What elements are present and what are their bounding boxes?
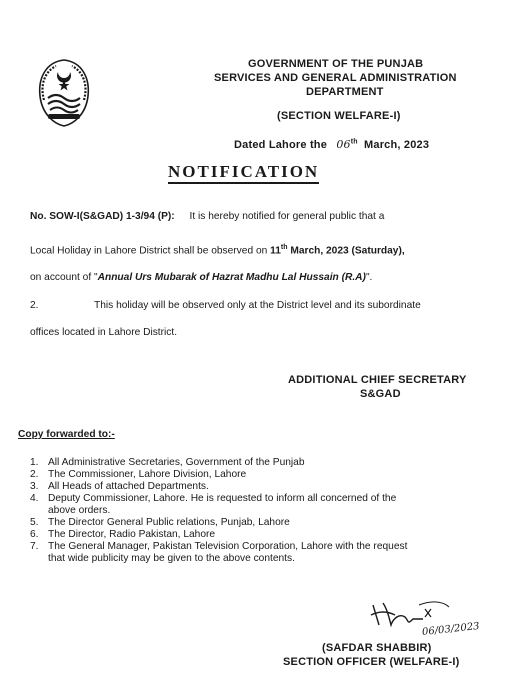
handwritten-date: 06/03/2023 xyxy=(421,621,481,638)
list-item-continuation xyxy=(30,505,407,517)
para1-line1 xyxy=(30,210,384,224)
para1-line3-prefix: on account of " xyxy=(30,272,98,283)
list-item-text: The Commissioner, Lahore Division, Lahore xyxy=(48,469,247,480)
list-item xyxy=(30,481,407,493)
occasion-name: Annual Urs Mubarak of Hazrat Madhu Lal Hussain (R.A) xyxy=(97,272,366,283)
list-item-text: that wide publicity may be given to the above contents. xyxy=(48,553,295,564)
list-item xyxy=(30,457,407,469)
holiday-date-day: 11 xyxy=(270,245,281,257)
dated-prefix: Dated Lahore the xyxy=(234,139,328,151)
list-item xyxy=(30,517,407,529)
page-title: NOTIFICATION xyxy=(168,162,319,184)
para1-line2-text: Local Holiday in Lahore District shall be observed on xyxy=(30,245,271,257)
holiday-date-suffix: th xyxy=(280,244,288,251)
para1-line2 xyxy=(30,241,405,258)
list-item-number: 5. xyxy=(30,517,39,528)
dated-handwritten-day: 06 xyxy=(336,138,351,151)
list-item-text: The Director General Public relations, Punjab, Lahore xyxy=(48,517,290,528)
dated-month-year: March, 2023 xyxy=(364,139,430,151)
signatory-title: ADDITIONAL CHIEF SECRETARY xyxy=(288,374,467,386)
list-item-text: above orders. xyxy=(48,505,111,516)
copy-forwarded-heading: Copy forwarded to:- xyxy=(18,429,115,440)
para2-line1: This holiday will be observed only at the District level and its subordinate xyxy=(94,300,421,311)
list-item-text: The General Manager, Pakistan Television Corporation, Lahore with the request xyxy=(48,541,408,552)
para1-line3 xyxy=(30,271,372,285)
copy-forwarded-list xyxy=(30,457,407,565)
signatory-designation: SECTION OFFICER (WELFARE-I) xyxy=(283,656,460,668)
list-item-number: 7. xyxy=(30,541,39,552)
list-item-number: 2. xyxy=(30,469,39,480)
list-item xyxy=(30,493,407,505)
para1-line3-suffix: ". xyxy=(365,272,373,283)
para2-line2: offices located in Lahore District. xyxy=(30,327,178,338)
list-item-text: All Administrative Secretaries, Government of the Punjab xyxy=(48,457,305,468)
list-item xyxy=(30,469,407,481)
punjab-government-emblem-icon xyxy=(34,56,94,128)
list-item-number: 3. xyxy=(30,481,39,492)
list-item xyxy=(30,529,407,541)
para1-text-a: It is hereby notified for general public that a xyxy=(189,211,385,222)
signatory-department: S&GAD xyxy=(360,388,401,400)
reference-number: No. SOW-I(S&GAD) 1-3/94 (P): xyxy=(30,211,175,222)
para2-number: 2. xyxy=(30,300,39,311)
dated-line xyxy=(234,138,429,151)
header-line-government: GOVERNMENT OF THE PUNJAB xyxy=(248,58,424,70)
list-item-number: 6. xyxy=(30,529,39,540)
list-item-text: Deputy Commissioner, Lahore. He is requested to inform all concerned of the xyxy=(48,493,397,504)
list-item-continuation xyxy=(30,553,407,565)
section-label: (SECTION WELFARE-I) xyxy=(277,110,401,122)
dated-day-suffix: th xyxy=(350,138,358,146)
holiday-date-rest: March, 2023 (Saturday), xyxy=(287,245,405,257)
list-item-number: 1. xyxy=(30,457,39,468)
list-item-text: The Director, Radio Pakistan, Lahore xyxy=(48,529,216,540)
list-item-text: All Heads of attached Departments. xyxy=(48,481,209,492)
signatory-name: (SAFDAR SHABBIR) xyxy=(322,642,432,654)
header-line-department-cont: DEPARTMENT xyxy=(306,86,384,98)
list-item-number: 4. xyxy=(30,493,39,504)
header-line-department: SERVICES AND GENERAL ADMINISTRATION xyxy=(214,72,457,84)
list-item xyxy=(30,541,407,553)
